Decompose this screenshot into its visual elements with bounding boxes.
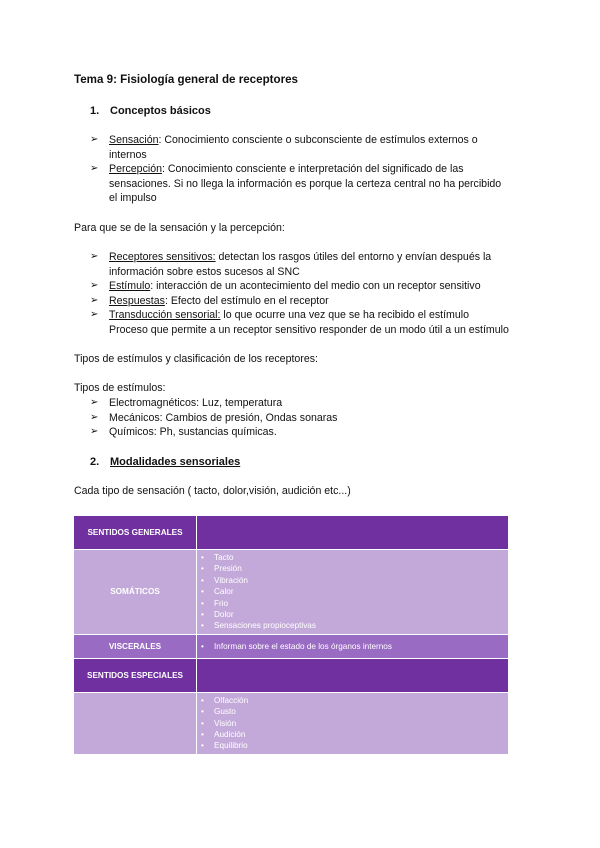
concept-item-sensacion — [109, 133, 529, 162]
senses-table — [73, 515, 509, 755]
requisite-term: Transducción sensorial: — [109, 309, 221, 321]
concept-item-percepcion — [109, 162, 529, 206]
arrow-bullet-icon: ➢ — [90, 163, 99, 174]
table-row-somatic — [74, 550, 509, 635]
table-row-special-items — [74, 692, 509, 754]
requisite-definition: detectan los rasgos útiles del entorno y envían después la — [215, 251, 492, 263]
special-items-cell — [197, 692, 509, 754]
special-items-empty-label — [74, 692, 197, 754]
general-senses-label: SENTIDOS GENERALES — [74, 516, 197, 550]
concept-definition-cont: sensaciones. Si no llega la información es porque la certeza central no ha percibido — [109, 177, 502, 190]
general-senses-empty-cell — [197, 516, 509, 550]
tipos-heading: Tipos de estímulos y clasificación de los receptores: — [74, 353, 318, 365]
concept-definition: : Conocimiento consciente o subconsciente de estímulos externos o — [158, 134, 478, 146]
list-item: • Informan sobre el estado de los órganos internos — [199, 641, 508, 652]
section-2-number: 2. — [90, 456, 100, 468]
requisite-term: Respuestas — [109, 294, 165, 307]
arrow-bullet-icon: ➢ — [90, 280, 99, 291]
section-2-title: Modalidades sensoriales — [110, 456, 241, 468]
list-item: • Calor — [199, 586, 508, 597]
list-item: • Olfacción — [199, 695, 508, 706]
table-row-visceral — [74, 634, 509, 658]
requisite-definition: : Efecto del estímulo en el receptor — [164, 294, 329, 307]
list-item: • Audición — [199, 729, 508, 740]
special-list — [197, 693, 508, 754]
arrow-bullet-icon: ➢ — [90, 426, 99, 437]
list-item: • Sensaciones propioceptivas — [199, 620, 508, 631]
arrow-bullet-icon: ➢ — [90, 134, 99, 145]
requisite-item-transduccion — [109, 308, 529, 337]
stimulus-item: Químicos: Ph, sustancias químicas. — [109, 426, 277, 438]
arrow-bullet-icon: ➢ — [90, 397, 99, 408]
arrow-bullet-icon: ➢ — [90, 294, 99, 306]
arrow-bullet-icon: ➢ — [90, 309, 99, 320]
somatic-label: SOMÁTICOS — [74, 550, 197, 635]
requisite-item-receptores — [109, 250, 529, 279]
section-1-title: Conceptos básicos — [110, 105, 211, 117]
requisite-definition: lo que ocurre una vez que se ha recibido el estímulo — [220, 309, 469, 321]
concept-term: Percepción — [109, 163, 162, 175]
concept-definition: : Conocimiento consciente e interpretación del significado de las — [162, 163, 464, 175]
requisite-item-estimulo — [109, 279, 529, 294]
list-item: • Tacto — [199, 552, 508, 563]
stimulus-item: Electromagnéticos: Luz, temperatura — [109, 397, 283, 409]
list-item: • Equilibrio — [199, 740, 508, 751]
concept-definition-cont: el impulso — [109, 192, 157, 204]
requisite-term: Estímulo — [109, 280, 151, 292]
visceral-label: VISCERALES — [74, 634, 197, 658]
arrow-bullet-icon: ➢ — [90, 411, 99, 423]
tipos-subheading: Tipos de estímulos: — [74, 382, 166, 394]
somatic-list — [197, 550, 508, 634]
table-row-general — [74, 516, 509, 550]
section-1-heading — [90, 104, 211, 118]
requisite-definition-cont: Proceso que permite a un receptor sensitivo responder de un modo útil a un estímulo — [109, 323, 509, 336]
special-senses-label: SENTIDOS ESPECIALES — [74, 658, 197, 692]
paragraph-intro: Para que se de la sensación y la percepción: — [74, 222, 285, 234]
requisite-item-respuestas — [109, 294, 529, 309]
visceral-list — [197, 639, 508, 654]
list-item: • Gusto — [199, 706, 508, 717]
requisite-definition: : interacción de un acontecimiento del medio con un receptor sensitivo — [150, 280, 481, 292]
concept-term: Sensación — [109, 134, 159, 146]
requisite-term: Receptores sensitivos: — [109, 251, 216, 263]
list-item: • Frio — [199, 598, 508, 609]
section-2-heading — [90, 455, 240, 469]
table-row-special — [74, 658, 509, 692]
visceral-items-cell — [197, 634, 509, 658]
list-item: • Presión — [199, 563, 508, 574]
arrow-bullet-icon: ➢ — [90, 251, 99, 262]
list-item: • Vibración — [199, 575, 508, 586]
section-1-number: 1. — [90, 105, 100, 117]
stimulus-item: Mecánicos: Cambios de presión, Ondas sonaras — [109, 411, 338, 424]
page-title: Tema 9: Fisiología general de receptores — [74, 73, 299, 86]
special-senses-empty-cell — [197, 658, 509, 692]
concept-definition-cont: internos — [109, 148, 147, 161]
requisite-definition-cont: información sobre estos sucesos al SNC — [109, 265, 300, 278]
list-item: • Dolor — [199, 609, 508, 620]
list-item: • Visión — [199, 718, 508, 729]
somatic-items-cell — [197, 550, 509, 635]
section-2-intro: Cada tipo de sensación ( tacto, dolor,visión, audición etc...) — [74, 485, 351, 497]
